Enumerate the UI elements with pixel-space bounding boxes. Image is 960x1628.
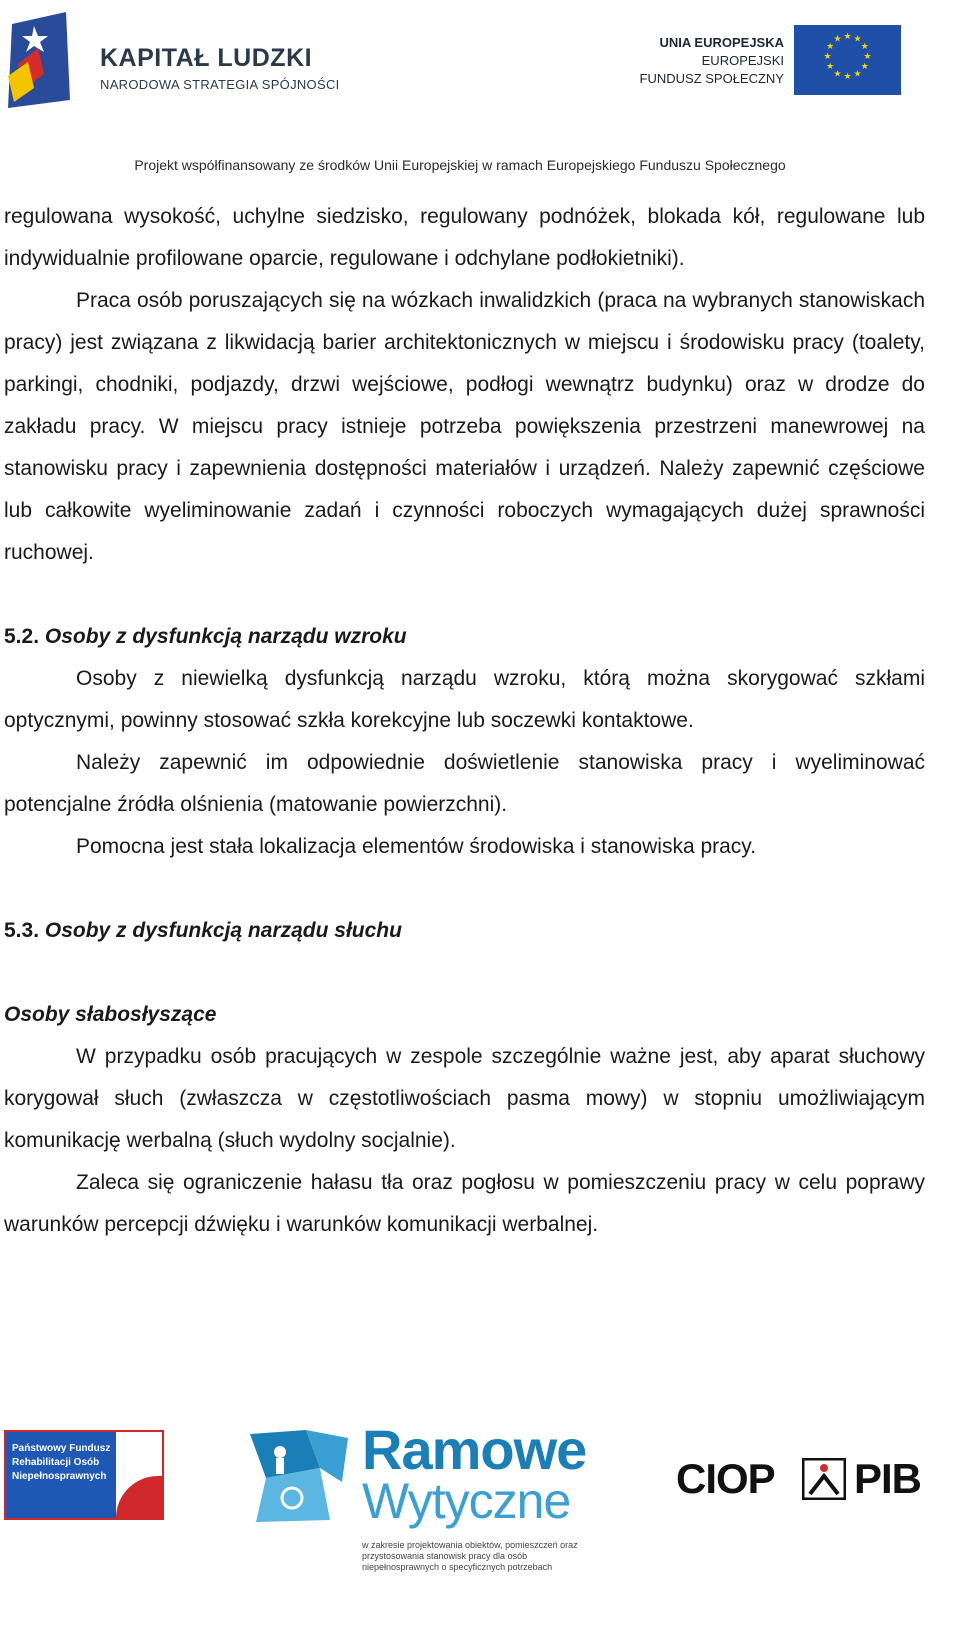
kapital-ludzki-title: KAPITAŁ LUDZKI: [100, 44, 313, 72]
ramowe-wytyczne-subtitle: Wytyczne: [362, 1473, 571, 1529]
paragraph-4: Należy zapewnić im odpowiednie doświetlenie stanowiska pracy i wyeliminować potencjalne źródła olśnienia (matowanie powierzchni).: [4, 751, 925, 816]
kapital-ludzki-logo-icon: [4, 4, 74, 114]
paragraph-3: Osoby z niewielką dysfunkcją narządu wzroku, którą można skorygować szkłami optycznymi, powinny stosować szkła korekcyjne lub soczewki kontaktowe.: [4, 667, 925, 732]
pfron-logo: [4, 1430, 164, 1520]
svg-text:★: ★: [860, 42, 869, 52]
paragraph-1: regulowana wysokość, uchylne siedzisko, regulowany podnóżek, blokada kół, regulowane lub indywidualnie profilowane oparcie, regulowane i odchylane podłokietniki).: [4, 205, 925, 270]
cofinancing-note: Projekt współfinansowany ze środków Unii Europejskiej w ramach Europejskiego Funduszu Społecznego: [134, 157, 786, 173]
svg-text:★: ★: [826, 42, 835, 52]
ciop-text: CIOP: [676, 1455, 775, 1502]
pfron-logo-box: [6, 1432, 116, 1518]
paragraph-5: Pomocna jest stała lokalizacja elementów środowiska i stanowiska pracy.: [76, 835, 757, 858]
svg-text:★: ★: [833, 69, 842, 80]
eu-line-3: FUNDUSZ SPOŁECZNY: [639, 71, 784, 86]
subsection-heading: Osoby słabosłyszące: [4, 1003, 217, 1026]
section-title-5-2: Osoby z dysfunkcją narządu wzroku: [44, 625, 407, 648]
ramowe-wytyczne-note: w zakresie projektowania obiektów, pomieszczeń oraz przystosowania stanowisk pracy dla osób niepełnosprawnych o specyficznych potrzebach: [362, 1540, 578, 1572]
section-number-5-3: 5.3.: [4, 919, 40, 942]
ramowe-wytyczne-graphic-icon: [246, 1428, 352, 1524]
pfron-text: Państwowy Fundusz Rehabilitacji Osób Niepełnosprawnych: [12, 1443, 111, 1482]
svg-text:★: ★: [843, 32, 852, 42]
kapital-ludzki-subtitle: NARODOWA STRATEGIA SPÓJNOŚCI: [100, 77, 340, 92]
svg-text:★: ★: [823, 52, 832, 62]
eu-label: [600, 34, 784, 88]
eu-line-1: UNIA EUROPEJSKA: [659, 35, 784, 50]
pib-text: PIB: [854, 1455, 922, 1502]
page-footer: [0, 1420, 960, 1628]
section-number-5-2: 5.2.: [4, 625, 40, 648]
document-body: [4, 196, 925, 1246]
section-heading-5-3: [4, 910, 925, 952]
pfron-red-shape: [116, 1476, 162, 1518]
eu-line-2: EUROPEJSKI: [701, 53, 784, 68]
section-title-5-3: Osoby z dysfunkcją narządu słuchu: [44, 919, 402, 942]
svg-text:★: ★: [853, 69, 862, 80]
svg-text:★: ★: [860, 62, 869, 72]
section-heading-5-2: [4, 616, 925, 658]
svg-text:★: ★: [833, 34, 842, 45]
svg-text:★: ★: [853, 34, 862, 45]
paragraph-6: W przypadku osób pracujących w zespole szczególnie ważne jest, aby aparat słuchowy korygował słuch (zwłaszcza w częstotliwościach pasma mowy) w stopniu umożliwiającym komunikację werbalną (słuch wydolny socjalnie).: [4, 1045, 925, 1152]
svg-text:★: ★: [826, 62, 835, 72]
paragraph-2: Praca osób poruszających się na wózkach inwalidzkich (praca na wybranych stanowiskach pracy) jest związana z likwidacją barier architektonicznych w miejscu i środowisku pracy (toalety, parkingi, chodniki, podjazdy, drzwi wejściowe, podłogi wewnątrz budynku) oraz w drodze do zakładu pracy. W miejscu pracy istnieje potrzeba powiększenia przestrzeni manewrowej na stanowisku pracy i zapewnienia dostępności materiałów i urządzeń. Należy zapewnić częściowe lub całkowite wyeliminowanie zadań i czynności roboczych wymagających dużej sprawności ruchowej.: [4, 289, 925, 564]
ciop-person-icon: [802, 1458, 846, 1500]
page-header: [0, 0, 960, 190]
eu-flag-icon: [794, 25, 901, 95]
ciop-pib-logo: [676, 1454, 926, 1504]
paragraph-7: Zaleca się ograniczenie hałasu tła oraz pogłosu w pomieszczeniu pracy w celu poprawy warunków percepcji dźwięku i warunków komunikacji werbalnej.: [4, 1171, 925, 1236]
svg-text:★: ★: [863, 52, 872, 62]
svg-text:★: ★: [843, 72, 852, 82]
ramowe-wytyczne-title: Ramowe: [362, 1418, 587, 1481]
